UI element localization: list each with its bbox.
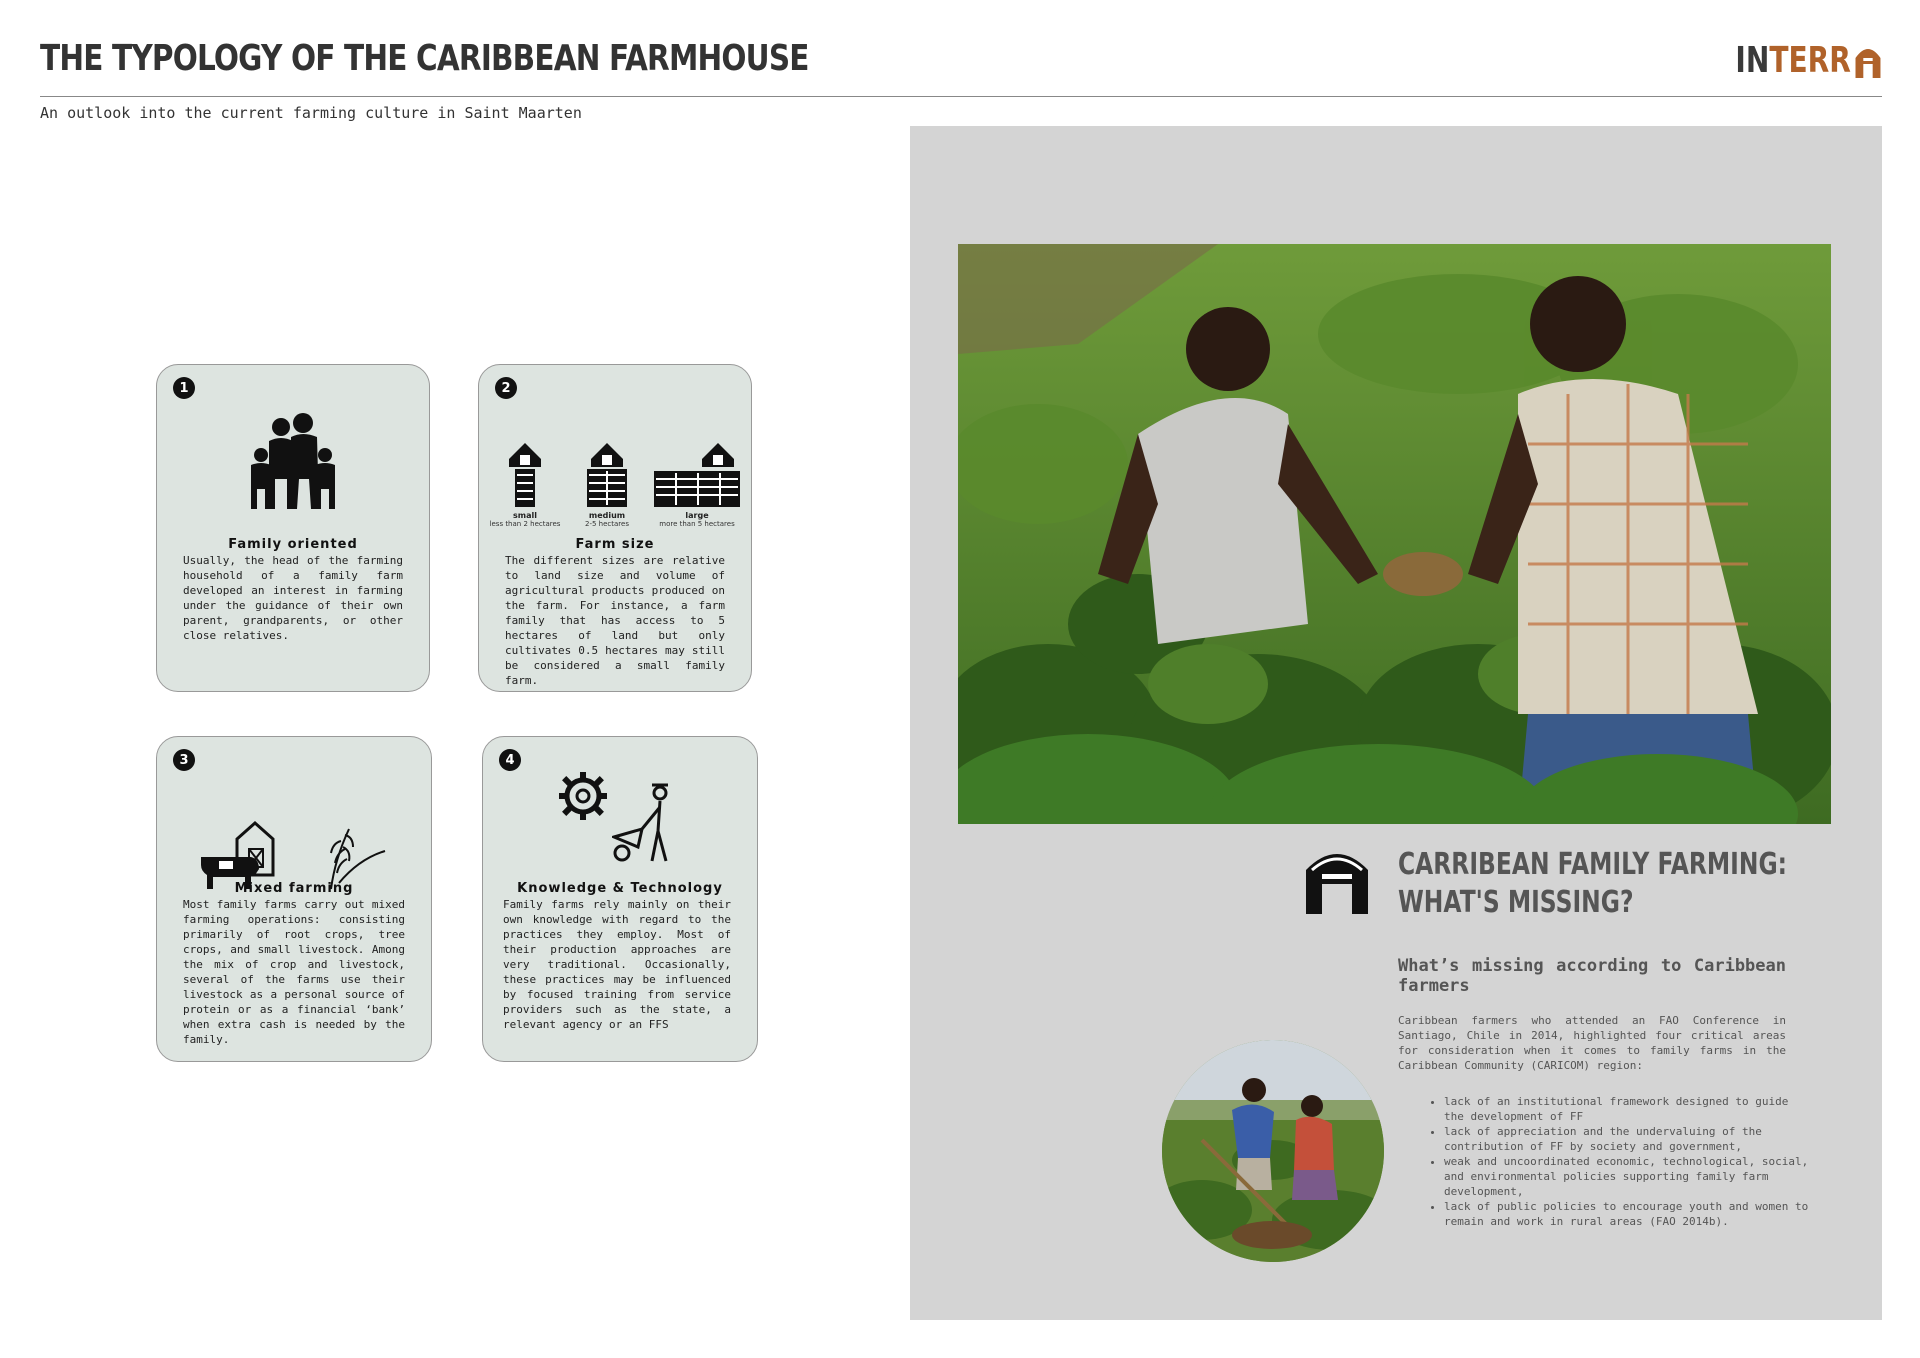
house-crop-icon [505,441,545,509]
house-crop-icon [652,441,742,509]
page-subtitle: An outlook into the current farming culture in Saint Maarten [40,104,582,122]
section-intro: Caribbean farmers who attended an FAO Conference in Santiago, Chile in 2014, highlighted four critical areas for consideration when it comes to family farms in the Caribbean Community (CARICOM) region: [1398,1014,1786,1072]
logo-text-in: IN [1735,40,1770,81]
farmers-photo [958,244,1831,824]
card-knowledge-technology [482,736,758,1062]
card-text: Family farms rely mainly on their own knowledge with regard to the practices they employ. Most of their production approaches are very traditional. Occasionally, these practices may be influenced by focused training from service providers such as the state, a relevant agency or an FFS [503,898,731,1031]
section-heading-line2: WHAT'S MISSING? [1398,885,1634,920]
brand-logo [1735,40,1882,81]
header-divider [40,96,1882,97]
size-large [649,441,745,529]
size-detail: less than 2 hectares [489,520,561,528]
size-detail: 2-5 hectares [585,520,629,528]
barn-icon [1302,844,1372,914]
house-crop-icon [583,441,631,509]
women-farming-photo [1162,1040,1384,1262]
size-small [485,441,565,529]
farmer-wheelbarrow-icon [612,781,682,867]
section-heading [1398,846,1787,922]
card-text: Usually, the head of the farming household of a family farm developed an interest in farming under the guidance of their own parent, grandparents, or other close relatives. [183,554,403,642]
page-title: THE TYPOLOGY OF THE CARIBBEAN FARMHOUSE [40,38,809,79]
logo-barn-icon [1854,44,1882,78]
card-family-oriented [156,364,430,692]
card-number: 1 [173,377,195,399]
card-number: 2 [495,377,517,399]
gear-icon [558,771,608,821]
list-item: • lack of appreciation and the undervaluing of the contribution of FF by society and government, [1444,1124,1814,1154]
family-icon [243,409,343,509]
size-medium [567,441,647,529]
logo-text-terr: TERR [1769,40,1851,81]
card-mixed-farming [156,736,432,1062]
card-heading: Knowledge & Technology [517,881,723,896]
card-number: 3 [173,749,195,771]
card-heading: Family oriented [228,537,358,552]
card-heading: Mixed farming [234,881,354,896]
size-label: large [685,511,709,520]
missing-list [1416,1094,1814,1229]
card-text: Most family farms carry out mixed farming operations: consisting primarily of root crops, tree crops, and small livestock. Among the mix of crop and livestock, several of the farms use their livestock as a personal source of protein or as a financial ‘bank’ when extra cash is needed by the family. [183,898,405,1046]
size-detail: more than 5 hectares [659,520,735,528]
section-subheading: What’s missing according to Caribbean farmers [1398,956,1786,996]
section-heading-line1: CARRIBEAN FAMILY FARMING: [1398,847,1788,882]
size-label: medium [588,511,626,520]
list-item: • lack of an institutional framework designed to guide the development of FF [1444,1094,1814,1124]
list-item: • lack of public policies to encourage youth and women to remain and work in rural areas (FAO 2014b). [1444,1199,1814,1229]
card-text: The different sizes are relative to land size and volume of agricultural products produced on the farm. For instance, a farm family that has access to 5 hectares of land but only cultivates 0.5 hectares may still be considered a small family farm. [505,554,725,687]
card-heading: Farm size [575,537,655,552]
list-item: • weak and uncoordinated economic, technological, social, and environmental policies supporting family farm development, [1444,1154,1814,1199]
card-farm-size [478,364,752,692]
card-number: 4 [499,749,521,771]
size-label: small [513,511,537,520]
